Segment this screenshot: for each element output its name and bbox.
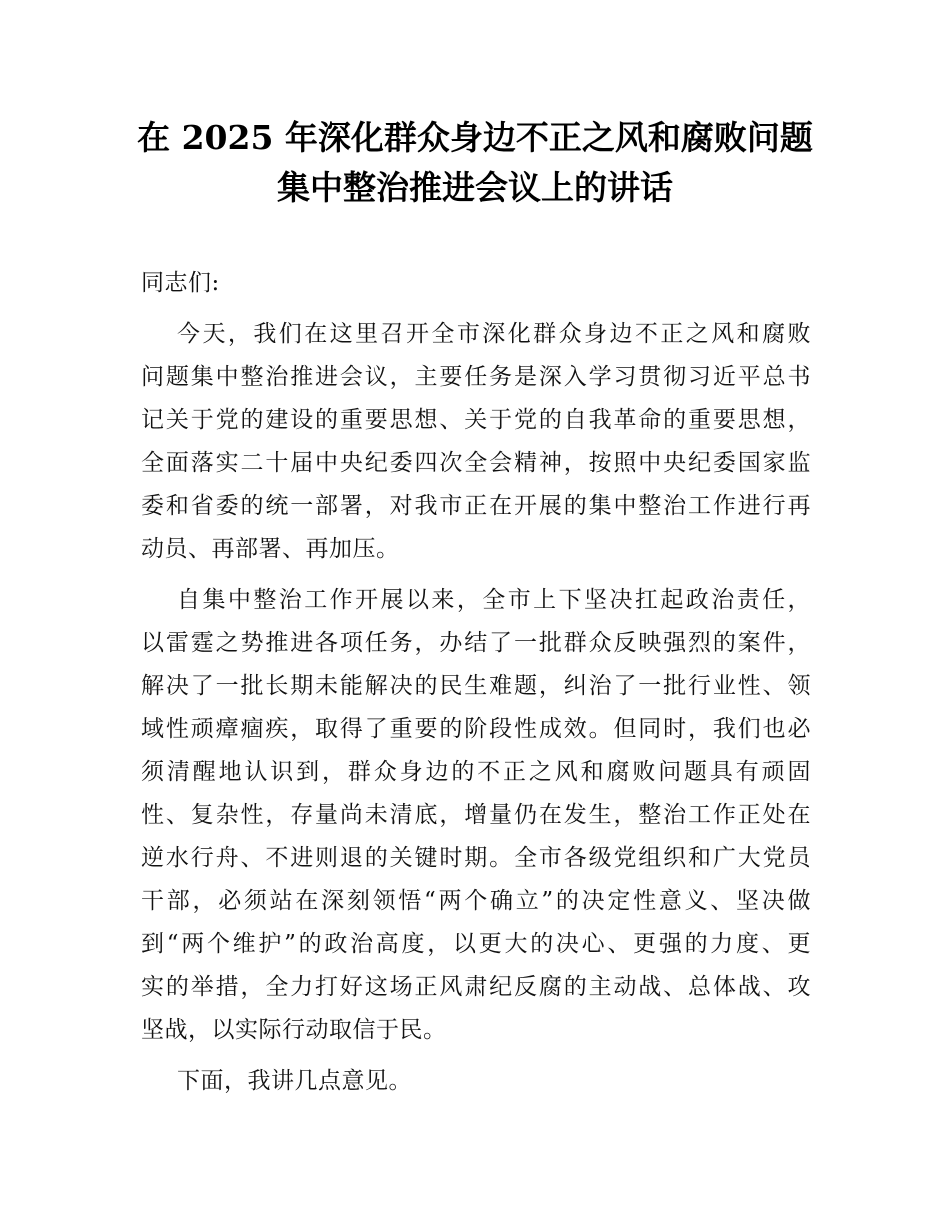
title-line-2: 集中整治推进会议上的讲话: [277, 168, 673, 207]
paragraph-line: 自集中整治工作开展以来，全市上下坚决扛起政治责任，: [177, 587, 811, 613]
speech-body: [141, 262, 811, 1103]
speech-title: [100, 113, 850, 213]
title-line-1: 在 2025 年深化群众身边不正之风和腐败问题: [137, 118, 813, 157]
paragraph-1: [141, 313, 811, 571]
paragraph-line: 下面，我讲几点意见。: [177, 1068, 412, 1094]
paragraph-3: [141, 1060, 811, 1103]
paragraph-2: [141, 579, 811, 1052]
paragraph-line: 到“两个维护”的政治高度，以更大的决心、更强的力度、更: [141, 931, 811, 957]
paragraph-line: 记关于党的建设的重要思想、关于党的自我革命的重要思想，: [141, 407, 811, 433]
paragraph-line: 干部，必须站在深刻领悟“两个确立”的决定性意义、坚决做: [141, 888, 811, 914]
paragraph-line: 坚战，以实际行动取信于民。: [141, 1017, 447, 1043]
paragraph-line: 须清醒地认识到，群众身边的不正之风和腐败问题具有顽固: [141, 759, 811, 785]
paragraph-line: 今天，我们在这里召开全市深化群众身边不正之风和腐败: [177, 321, 811, 347]
paragraph-line: 域性顽瘴痼疾，取得了重要的阶段性成效。但同时，我们也必: [141, 716, 811, 742]
paragraph-line: 全面落实二十届中央纪委四次全会精神，按照中央纪委国家监: [141, 450, 811, 476]
paragraph-line: 逆水行舟、不进则退的关键时期。全市各级党组织和广大党员: [141, 845, 811, 871]
paragraph-line: 问题集中整治推进会议，主要任务是深入学习贯彻习近平总书: [141, 364, 811, 390]
paragraph-line: 实的举措，全力打好这场正风肃纪反腐的主动战、总体战、攻: [141, 974, 811, 1000]
paragraph-line: 委和省委的统一部署，对我市正在开展的集中整治工作进行再: [141, 493, 811, 519]
paragraph-line: 动员、再部署、再加压。: [141, 536, 400, 562]
paragraph-line: 性、复杂性，存量尚未清底，增量仍在发生，整治工作正处在: [141, 802, 811, 828]
salutation: 同志们:: [141, 270, 220, 296]
paragraph-line: 以雷霆之势推进各项任务，办结了一批群众反映强烈的案件，: [141, 630, 811, 656]
paragraph-line: 解决了一批长期未能解决的民生难题，纠治了一批行业性、领: [141, 673, 811, 699]
